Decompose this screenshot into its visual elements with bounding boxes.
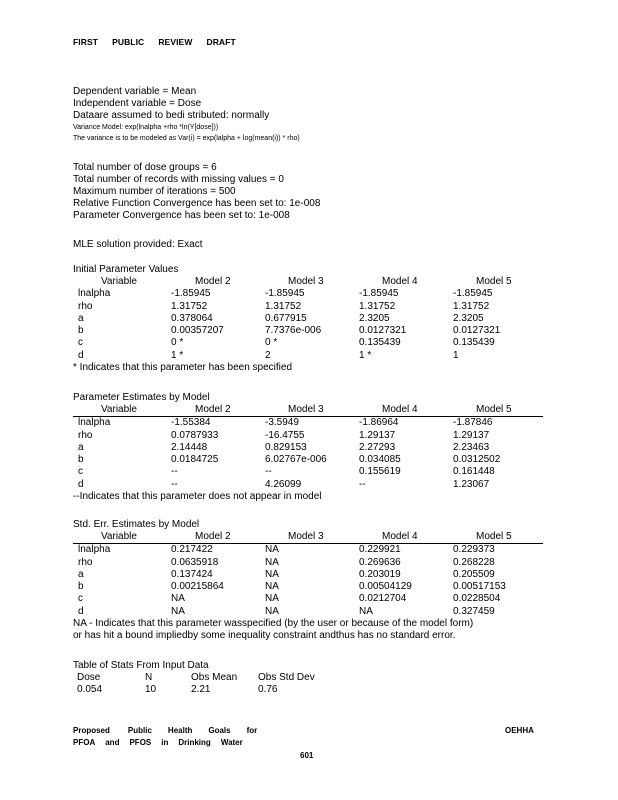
table-row [73, 544, 543, 556]
footer-word: PFOA [73, 738, 96, 747]
max-iterations: Maximum number of iterations = 500 [73, 186, 236, 197]
column-header: Model 2 [195, 531, 231, 542]
column-header: Model 2 [195, 404, 231, 415]
cell: 0 * [265, 337, 278, 349]
cell: 10 [145, 684, 157, 696]
cell: 0.155619 [359, 466, 401, 478]
table-row [73, 557, 543, 569]
cell: -1.87846 [453, 417, 493, 429]
dependent-variable: Dependent variable = Mean [73, 86, 197, 97]
cell: 0.0212704 [359, 593, 407, 605]
table-row [73, 417, 543, 429]
cell: -1.85945 [453, 288, 493, 300]
cell: 0.677915 [265, 312, 307, 324]
footer-title [73, 725, 267, 749]
parameter-convergence: Parameter Convergence has been set to: 1e-008 [73, 210, 290, 221]
footer-line [73, 725, 267, 737]
footer-word: Health [167, 726, 193, 735]
table-row [73, 454, 543, 466]
table-row [73, 466, 543, 478]
variance-note: The variance is to be modeled as Var(i) = exp(lalpha + log(mean(i)) * rho) [73, 135, 300, 142]
cell: c [78, 593, 83, 605]
cell: c [78, 337, 83, 349]
cell: NA [265, 556, 279, 568]
cell: -1.86964 [359, 417, 399, 429]
footer-word: Water [220, 738, 243, 747]
cell: 1 * [171, 349, 184, 361]
cell: 2.3205 [453, 312, 484, 324]
cell: NA [171, 593, 185, 605]
cell: 1.29137 [453, 429, 490, 441]
cell: 1 [453, 349, 459, 361]
cell: NA [265, 593, 279, 605]
table-note: * Indicates that this parameter has been specified [73, 362, 293, 374]
table-title: Parameter Estimates by Model [73, 392, 210, 403]
footer-agency: OEHHA [505, 726, 534, 735]
cell: rho [78, 429, 93, 441]
cell: 0.137424 [171, 568, 213, 580]
cell: d [78, 349, 84, 361]
footer-word: PFOS [129, 738, 152, 747]
cell: -- [265, 466, 272, 478]
footer-word: in [161, 738, 169, 747]
cell: b [78, 325, 84, 337]
cell: 0.378064 [171, 312, 213, 324]
cell: 0.76 [258, 684, 278, 696]
table-row [73, 325, 543, 337]
column-header: Model 5 [476, 531, 512, 542]
footer-word: Drinking [178, 738, 211, 747]
cell: lnalpha [78, 288, 111, 300]
table-row [73, 569, 543, 581]
cell: 0 * [171, 337, 184, 349]
settings [73, 162, 320, 222]
column-header: Dose [77, 672, 101, 683]
cell: 0.229921 [359, 544, 401, 556]
cell: 1 * [359, 349, 372, 361]
column-header: Variable [101, 404, 137, 415]
column-header: Variable [101, 276, 137, 287]
cell: 1.31752 [265, 300, 302, 312]
table-row [73, 442, 543, 454]
header-word: REVIEW [158, 37, 193, 47]
table-note: --Indicates that this parameter does not appear in model [73, 491, 322, 503]
cell: 0.0127321 [453, 325, 501, 337]
cell: 0.327459 [453, 605, 495, 617]
dose-groups: Total number of dose groups = 6 [73, 162, 217, 173]
cell: 7.7376e-006 [265, 325, 322, 337]
cell: -1.85945 [359, 288, 399, 300]
cell: 0.0127321 [359, 325, 407, 337]
table-row [73, 581, 543, 593]
cell: 4.26099 [265, 478, 302, 490]
column-header: Model 4 [382, 531, 418, 542]
cell: -1.85945 [171, 288, 211, 300]
table-row [73, 337, 543, 349]
table-row [73, 606, 543, 618]
table-row [73, 350, 543, 362]
cell: -3.5949 [265, 417, 299, 429]
cell: -16.4755 [265, 429, 305, 441]
cell: 0.054 [77, 684, 103, 696]
page-number: 601 [300, 751, 314, 760]
std-err-table [73, 519, 543, 642]
table-title: Std. Err. Estimates by Model [73, 519, 200, 530]
independent-variable: Independent variable = Dose [73, 98, 202, 109]
cell: 0.0184725 [171, 454, 219, 466]
cell: 2.23463 [453, 441, 490, 453]
stats-table [73, 660, 373, 697]
cell: -1.55384 [171, 417, 211, 429]
cell: 0.0228504 [453, 593, 501, 605]
table-row [73, 430, 543, 442]
table-note: or has hit a bound impliedby some inequality constraint andthus has no standard error. [73, 630, 456, 642]
cell: 0.034085 [359, 454, 401, 466]
column-header: Obs Std Dev [258, 672, 315, 683]
initial-values-table [73, 264, 543, 374]
header-word: PUBLIC [112, 37, 145, 47]
cell: NA [265, 568, 279, 580]
column-header: Model 4 [382, 276, 418, 287]
cell: d [78, 478, 84, 490]
footer-word: Proposed [73, 726, 110, 735]
footer-line [73, 737, 267, 749]
distribution: Dataare assumed to bedi stributed: normally [73, 110, 270, 121]
cell: 2 [265, 349, 271, 361]
column-header: Variable [101, 531, 137, 542]
column-header: Model 5 [476, 276, 512, 287]
cell: b [78, 454, 84, 466]
cell: 0.0787933 [171, 429, 219, 441]
cell: 1.29137 [359, 429, 396, 441]
cell: 2.21 [191, 684, 211, 696]
cell: 0.00517153 [453, 581, 506, 593]
cell: 2.14448 [171, 441, 208, 453]
cell: b [78, 581, 84, 593]
footer-word: and [105, 738, 120, 747]
table-row [73, 684, 373, 696]
cell: 6.02767e-006 [265, 454, 327, 466]
cell: 1.23067 [453, 478, 490, 490]
cell: NA [171, 605, 185, 617]
cell: NA [265, 605, 279, 617]
cell: a [78, 312, 84, 324]
table-row [73, 479, 543, 491]
cell: a [78, 568, 84, 580]
cell: 0.268228 [453, 556, 495, 568]
column-header: Model 3 [288, 404, 324, 415]
cell: 0.203019 [359, 568, 401, 580]
cell: 1.31752 [453, 300, 490, 312]
cell: 1.31752 [359, 300, 396, 312]
table-row [73, 593, 543, 605]
cell: 0.205509 [453, 568, 495, 580]
footer-word: Goals [208, 726, 231, 735]
mle-solution: MLE solution provided: Exact [73, 239, 203, 250]
table-header [73, 404, 543, 417]
cell: 0.135439 [359, 337, 401, 349]
cell: lnalpha [78, 417, 111, 429]
table-title: Table of Stats From Input Data [73, 660, 209, 671]
header-word: FIRST [73, 37, 99, 47]
cell: rho [78, 300, 93, 312]
cell: 0.135439 [453, 337, 495, 349]
table-row [73, 313, 543, 325]
cell: 2.27293 [359, 441, 396, 453]
cell: d [78, 605, 84, 617]
table-note: NA - Indicates that this parameter wasspecified (by the user or because of the model form) [73, 618, 474, 630]
cell: rho [78, 556, 93, 568]
header-word: DRAFT [206, 37, 236, 47]
column-header: Obs Mean [191, 672, 238, 683]
cell: 0.217422 [171, 544, 213, 556]
table-row [73, 301, 543, 313]
cell: -- [171, 478, 178, 490]
cell: 0.00504129 [359, 581, 412, 593]
cell: c [78, 466, 83, 478]
cell: lnalpha [78, 544, 111, 556]
cell: 0.829153 [265, 441, 307, 453]
cell: -1.85945 [265, 288, 305, 300]
cell: a [78, 441, 84, 453]
cell: 0.0635918 [171, 556, 219, 568]
table-row [73, 288, 543, 300]
column-header: N [145, 672, 153, 683]
table-header [73, 672, 373, 684]
cell: NA [265, 581, 279, 593]
cell: NA [359, 605, 373, 617]
column-header: Model 2 [195, 276, 231, 287]
footer-word: Public [127, 726, 152, 735]
cell: 0.161448 [453, 466, 495, 478]
column-header: Model 5 [476, 404, 512, 415]
cell: -- [171, 466, 178, 478]
table-header [73, 276, 543, 288]
cell: 0.229373 [453, 544, 495, 556]
cell: -- [359, 478, 366, 490]
column-header: Model 3 [288, 276, 324, 287]
cell: 0.00215864 [171, 581, 224, 593]
cell: 1.31752 [171, 300, 208, 312]
column-header: Model 3 [288, 531, 324, 542]
variance-model: Variance Model: exp(lnalpha +rho *ln(Y[dose])) [73, 124, 219, 131]
cell: 2.3205 [359, 312, 390, 324]
column-header: Model 4 [382, 404, 418, 415]
footer-word: for [246, 726, 258, 735]
parameter-estimates-table [73, 392, 543, 503]
table-title: Initial Parameter Values [73, 264, 179, 275]
model-info [73, 86, 300, 144]
missing-records: Total number of records with missing values = 0 [73, 174, 284, 185]
cell: NA [265, 544, 279, 556]
draft-header [73, 37, 250, 47]
cell: 0.00357207 [171, 325, 224, 337]
cell: 0.0312502 [453, 454, 501, 466]
cell: 0.269636 [359, 556, 401, 568]
relative-convergence: Relative Function Convergence has been set to: 1e-008 [73, 198, 321, 209]
table-header [73, 531, 543, 544]
